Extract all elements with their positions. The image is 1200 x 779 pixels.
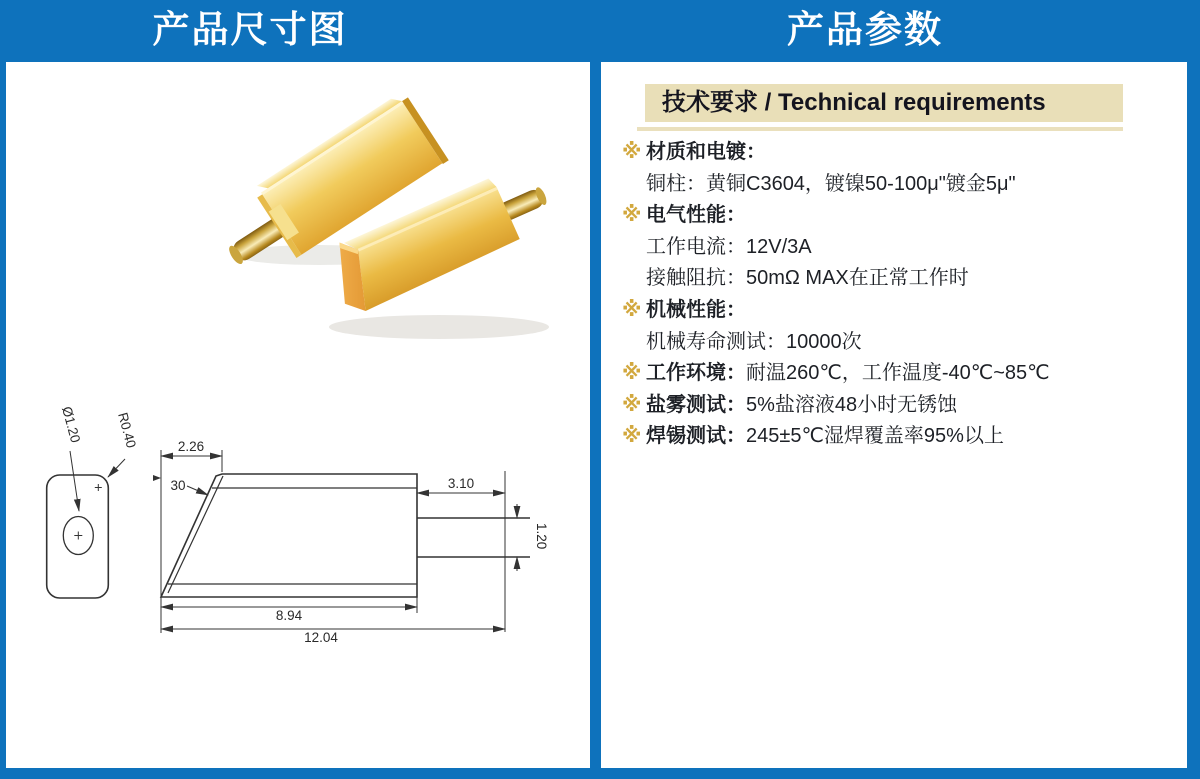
spec-row-environment: ※ 工作环境：耐温260℃，工作温度-40℃~85℃ — [622, 358, 1187, 390]
section-title: 技术要求 / Technical requirements — [645, 84, 1123, 122]
spec-list — [601, 137, 1187, 453]
spec-row-soldering: ※ 焊锡测试：245±5℃湿焊覆盖率95%以上 — [622, 421, 1187, 453]
left-panel-title: 产品尺寸图 — [152, 9, 348, 50]
reference-mark-icon: ※ — [622, 393, 642, 416]
spec-row-material-detail: 铜柱：黄铜C3604，镀镍50-100μ"镀金5μ" — [646, 172, 1016, 195]
dim-label-total-length: 12.04 — [304, 630, 338, 645]
reference-mark-icon: ※ — [622, 425, 642, 448]
reference-mark-icon: ※ — [622, 298, 642, 321]
dim-label-hole: Ø1.20 — [59, 404, 84, 445]
side-view-outline — [161, 474, 417, 597]
dim-label-chamfer: 2.26 — [177, 439, 205, 454]
section-underline — [637, 127, 1123, 131]
angle-leader — [187, 486, 208, 495]
dim-label-body-length: 8.94 — [275, 608, 303, 623]
spec-row-current: 工作电流：12V/3A — [646, 235, 812, 258]
reference-mark-icon: ※ — [622, 141, 642, 163]
hole-leader — [70, 451, 79, 511]
radius-leader — [108, 459, 125, 477]
product-photo — [94, 87, 564, 387]
dimension-panel — [6, 62, 590, 768]
dimension-drawing — [6, 392, 590, 732]
parameters-panel — [601, 62, 1187, 768]
reference-mark-icon: ※ — [622, 362, 642, 385]
reference-mark-icon: ※ — [622, 204, 642, 227]
dim-label-pin-length: 3.10 — [447, 476, 475, 491]
spec-row-resistance: 接触阻抗：50mΩ MAX在正常工作时 — [646, 267, 969, 290]
spec-row-life-test: 机械寿命测试：10000次 — [646, 330, 862, 353]
end-view-outline — [47, 475, 109, 598]
dim-label-radius: R0.40 — [115, 410, 139, 450]
spec-row-salt-spray: ※ 盐雾测试：5%盐溶液48小时无锈蚀 — [622, 390, 1187, 422]
dim-label-angle: 30 — [170, 478, 186, 493]
spec-row-electrical: ※ 电气性能： — [622, 200, 1187, 232]
spec-row-material: ※ 材质和电镀： — [622, 137, 1187, 169]
spec-row-mechanical: ※ 机械性能： — [622, 295, 1187, 327]
dim-label-pin-dia: 1.20 — [534, 523, 549, 550]
photo-shadow — [329, 315, 549, 339]
right-panel-title: 产品参数 — [787, 9, 943, 50]
pin-lines — [417, 518, 530, 557]
